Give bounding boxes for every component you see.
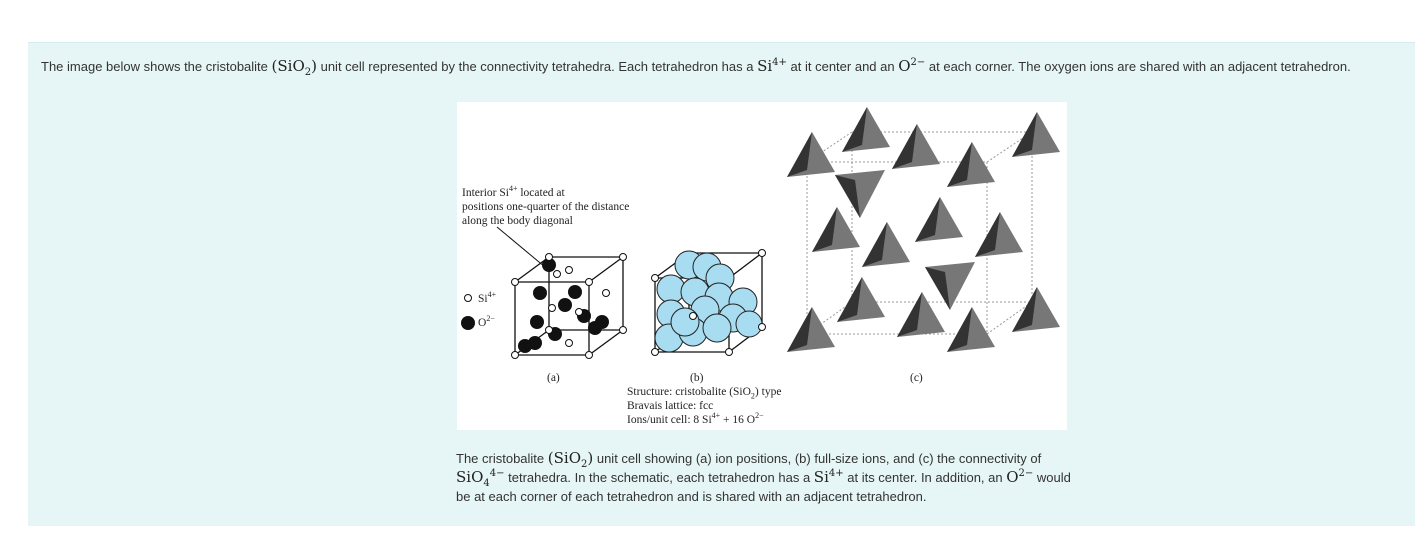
cristobalite-figure	[457, 102, 1067, 430]
interior-label: Interior $Si^{4+}$ located at positions one-quarter of the distance along the body diagonal	[462, 184, 630, 227]
o-ion: $O^{2-}$	[898, 57, 926, 75]
label-a: (a)	[547, 372, 560, 384]
intro-text: The image below shows the cristobalite (SiO$_2$) unit cell represented by the connectivity tetrahedra. Each tetrahedron has a $Si^{4+}$ at it center and an $O^{2-}$ at each corner. The oxygen ions are shared with an adjacent tetrahedron.	[41, 57, 1351, 78]
caption-o-ion: $O^{2-}$	[1006, 468, 1034, 486]
structure-info: Structure: cristobalite (SiO$_2$) type Bravais lattice: fcc Ions/unit cell: 8 $Si^{4+} + 16$ $O^{2-}$	[627, 386, 782, 426]
label-c: (c)	[910, 372, 923, 384]
tetrahedra-c	[787, 107, 1060, 352]
caption-sio2-formula: (SiO$_2$)	[547, 449, 594, 470]
oxygen-ions-a	[518, 258, 609, 353]
legend	[461, 295, 475, 331]
legend-si-label: $Si^{4+}$	[478, 290, 497, 305]
label-b: (b)	[690, 372, 704, 384]
figure-caption: The cristobalite (SiO$_2$) unit cell showing (a) ion positions, (b) full-size ions, and (c) the connectivity of SiO$_4^{4-}$ tetrahedra. In the schematic, each tetrahedron has a $Si^{4+}$ at its center. In addition, an $O^{2-}$ would be at each corner of each tetrahedron and is shared with an adjacent tetrahedron.	[456, 449, 1071, 504]
sio2-formula: (SiO$_2$)	[271, 57, 317, 78]
question-panel	[28, 42, 1415, 526]
caption-si-ion: $Si^{4+}$	[813, 468, 844, 486]
caption-sio4-formula: SiO$_4^{4-}$	[456, 468, 505, 489]
si-ion: $Si^{4+}$	[757, 57, 787, 75]
legend-o-label: $O^{2-}$	[478, 314, 495, 329]
